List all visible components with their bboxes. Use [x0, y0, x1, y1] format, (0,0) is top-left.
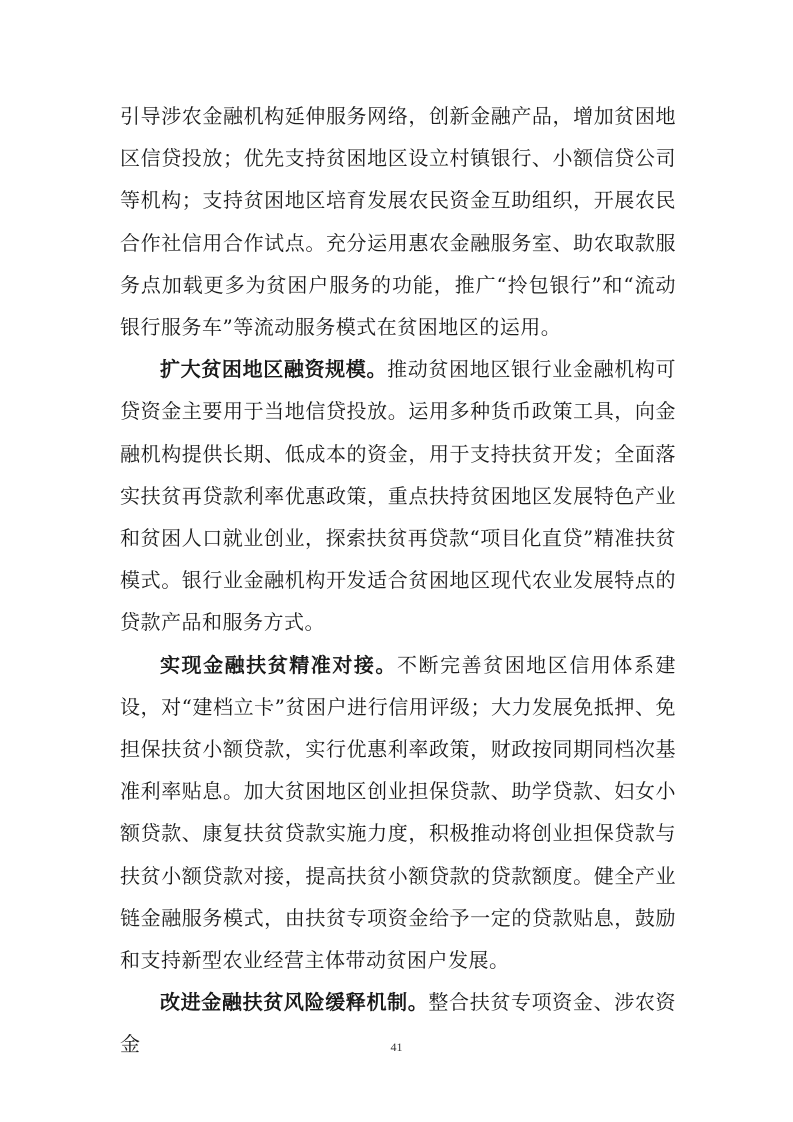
paragraph-precise-docking	[120, 644, 676, 982]
paragraph-text: 整合扶贫专项资金、涉农资金	[120, 990, 677, 1057]
body-text	[120, 95, 676, 1066]
paragraph-text: 引导涉农金融机构延伸服务网络，创新金融产品，增加贫困地区信贷投放；优先支持贫困地区设立村镇银行、小额信贷公司等机构；支持贫困地区培育发展农民资金互助组织，开展农民合作社信用合作试点。充分运用惠农金融服务室、助农取款服务点加载更多为贫困户服务的功能，推广“拎包银行”和“流动银行服务车”等流动服务模式在贫困地区的运用。	[120, 104, 676, 340]
paragraph-text: 不断完善贫困地区信用体系建设，对“建档立卡”贫困户进行信用评级；大力发展免抵押、免担保扶贫小额贷款，实行优惠利率政策，财政按同期同档次基准利率贴息。加大贫困地区创业担保贷款、助学贷款、妇女小额贷款、康复扶贫贷款实施力度，积极推动将创业担保贷款与扶贫小额贷款对接，提高扶贫小额贷款的贷款额度。健全产业链金融服务模式，由扶贫专项资金给予一定的贷款贴息，鼓励和支持新型农业经营主体带动贫困户发展。	[120, 652, 677, 973]
paragraph-financing-scale	[120, 348, 676, 643]
page-number: 41	[390, 1040, 403, 1054]
paragraph-heading: 扩大贫困地区融资规模。	[160, 357, 388, 382]
paragraph-heading: 改进金融扶贫风险缓释机制。	[160, 990, 429, 1015]
paragraph-heading: 实现金融扶贫精准对接。	[160, 652, 397, 677]
paragraph-continuation	[120, 95, 676, 348]
paragraph-text: 推动贫困地区银行业金融机构可贷资金主要用于当地信贷投放。运用多种货币政策工具，向金融机构提供长期、低成本的资金，用于支持扶贫开发；全面落实扶贫再贷款利率优惠政策，重点扶持贫困地区发展特色产业和贫困人口就业创业，探索扶贫再贷款“项目化直贷”精准扶贫模式。银行业金融机构开发适合贫困地区现代农业发展特点的贷款产品和服务方式。	[120, 357, 677, 635]
